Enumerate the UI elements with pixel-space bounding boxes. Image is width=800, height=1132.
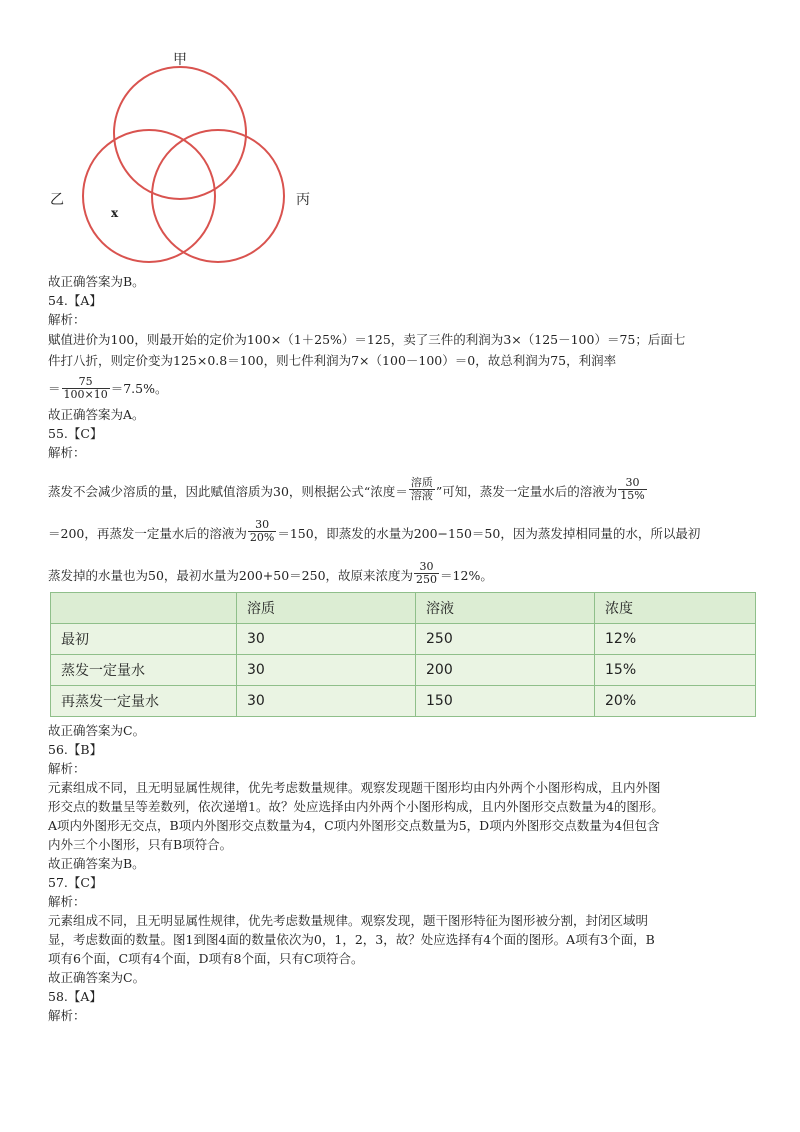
table-cell: 最初 bbox=[51, 624, 237, 655]
q55-text: 蒸发不会减少溶质的量，因此赋值溶质为30，则根据公式“浓度 bbox=[48, 484, 396, 499]
q55-formula: 200+50＝250 bbox=[238, 568, 326, 583]
table-header-cell: 溶液 bbox=[416, 593, 595, 624]
table-cell: 再蒸发一定量水 bbox=[51, 686, 237, 717]
q56-explanation-line: 形交点的数量呈等差数列，依次递增1。故？处应选择由内外两个小图形构成，且内外图形交点数量为4的图形。 bbox=[48, 799, 664, 814]
table-cell: 200 bbox=[416, 655, 595, 686]
q54-fraction-denominator: 100×10 bbox=[63, 387, 108, 401]
table-header-cell: 浓度 bbox=[595, 593, 756, 624]
q55-fraction-numerator: 30 bbox=[625, 476, 640, 489]
q55-heading: 55.【C】 bbox=[48, 426, 103, 441]
q55-text: ，再蒸发一定量水后的溶液为 bbox=[84, 526, 247, 541]
table-cell: 20% bbox=[595, 686, 756, 717]
q54-result: ＝7.5% bbox=[110, 380, 155, 396]
q55-equals: ＝ bbox=[395, 484, 408, 499]
q54-text: ，卖了三件的利润为 bbox=[390, 332, 504, 347]
q56-explanation-line: 元素组成不同，且无明显属性规律，优先考虑数量规律。观察发现题干图形均由内外两个小图形构成，且内外图 bbox=[48, 780, 661, 795]
table-cell: 蒸发一定量水 bbox=[51, 655, 237, 686]
table-cell: 30 bbox=[237, 655, 416, 686]
q55-fraction-denominator: 250 bbox=[416, 573, 438, 586]
q55-analysis-label: 解析： bbox=[48, 445, 86, 460]
q56-heading: 56.【B】 bbox=[48, 742, 103, 757]
q55-answer: 故正确答案为C。 bbox=[48, 723, 146, 738]
venn-label-top: 甲 bbox=[173, 52, 187, 68]
q55-explanation bbox=[48, 462, 760, 588]
q54-text: 件打八折，则定价变为 bbox=[48, 353, 174, 368]
venn-label-right: 丙 bbox=[296, 192, 310, 208]
answer-content bbox=[48, 272, 760, 1025]
q54-formula: 3×（125－100）＝75 bbox=[503, 332, 636, 347]
q54-text: ，则七件利润为 bbox=[263, 353, 352, 368]
q55-fraction-denominator: 15% bbox=[620, 489, 645, 502]
q54-formula: 100×（1＋25%）＝125 bbox=[246, 332, 391, 347]
q54-answer: 故正确答案为A。 bbox=[48, 407, 145, 422]
q56-explanation-line: A项内外图形无交点，B项内外图形交点数量为4，C项内外图形交点数量为5，D项内外图形交点数量为4但包含 bbox=[48, 818, 660, 833]
q54-formula: 125×0.8＝100 bbox=[173, 353, 264, 368]
concentration-table bbox=[50, 592, 756, 717]
q54-formula: 7×（100－100）＝0 bbox=[351, 353, 476, 368]
venn-circle-right bbox=[152, 130, 284, 262]
q55-formula: 200−150＝50 bbox=[413, 526, 501, 541]
q57-answer: 故正确答案为C。 bbox=[48, 970, 146, 985]
venn-circle-left bbox=[83, 130, 215, 262]
q54-text: 赋值进价为100，则最开始的定价为 bbox=[48, 332, 247, 347]
table-header-cell bbox=[51, 593, 237, 624]
q54-fraction bbox=[62, 376, 110, 401]
q55-formula: ＝200 bbox=[48, 526, 85, 541]
q55-formula: ＝150 bbox=[277, 526, 314, 541]
q55-fraction-numerator: 30 bbox=[255, 518, 270, 531]
table-cell: 30 bbox=[237, 686, 416, 717]
q57-explanation-line: 元素组成不同，且无明显属性规律，优先考虑数量规律。观察发现，题干图形特征为图形被分割，封闭区域明 bbox=[48, 913, 649, 928]
q57-analysis-label: 解析： bbox=[48, 894, 86, 909]
q54-equals: ＝ bbox=[48, 380, 61, 396]
q58-analysis-label: 解析： bbox=[48, 1008, 86, 1023]
table-row bbox=[51, 686, 756, 717]
q57-explanation-line: 项有6个面，C项有4个面，D项有8个面，只有C项符合。 bbox=[48, 951, 364, 966]
table-cell: 30 bbox=[237, 624, 416, 655]
q54-heading: 54.【A】 bbox=[48, 293, 102, 308]
q55-text: 蒸发掉的水量也为50，最初水量为 bbox=[48, 568, 239, 583]
q57-heading: 57.【C】 bbox=[48, 875, 103, 890]
table-cell: 250 bbox=[416, 624, 595, 655]
q55-fraction bbox=[248, 519, 276, 544]
q54-text: 。 bbox=[155, 380, 168, 396]
q55-text: ，即蒸发的水量为 bbox=[313, 526, 414, 541]
table-cell: 150 bbox=[416, 686, 595, 717]
table-cell: 12% bbox=[595, 624, 756, 655]
q55-text: ，因为蒸发掉相同量的水，所以最初 bbox=[500, 526, 701, 541]
table-row bbox=[51, 655, 756, 686]
q54-text: ，故总利润为75，利润率 bbox=[475, 353, 617, 368]
q55-text: ，故原来浓度为 bbox=[325, 568, 414, 583]
table-row bbox=[51, 624, 756, 655]
q55-fraction bbox=[618, 477, 646, 502]
table-cell: 15% bbox=[595, 655, 756, 686]
q56-analysis-label: 解析： bbox=[48, 761, 86, 776]
venn-label-left: 乙 bbox=[50, 192, 64, 208]
q54-fraction-numerator: 75 bbox=[78, 374, 93, 388]
q55-fraction-numerator: 30 bbox=[419, 560, 434, 573]
q53-answer: 故正确答案为B。 bbox=[48, 274, 145, 289]
q54-analysis-label: 解析： bbox=[48, 312, 86, 327]
q55-fraction bbox=[414, 561, 439, 586]
q54-text: ；后面七 bbox=[635, 332, 686, 347]
table-header-row bbox=[51, 593, 756, 624]
q55-formula-denominator: 溶液 bbox=[410, 489, 433, 502]
q55-fraction-denominator: 20% bbox=[249, 531, 275, 544]
q58-heading: 58.【A】 bbox=[48, 989, 102, 1004]
venn-diagram bbox=[50, 38, 340, 278]
venn-label-x: x bbox=[111, 206, 119, 220]
table-header-cell: 溶质 bbox=[237, 593, 416, 624]
q55-concentration-formula bbox=[409, 477, 435, 502]
q55-formula: ＝12% bbox=[440, 568, 481, 583]
q54-explanation bbox=[48, 329, 760, 405]
q55-formula-numerator: 溶质 bbox=[410, 476, 433, 489]
q55-text: ”可知，蒸发一定量水后的溶液为 bbox=[435, 484, 618, 499]
q56-answer: 故正确答案为B。 bbox=[48, 856, 145, 871]
q56-explanation-line: 内外三个小图形，只有B项符合。 bbox=[48, 837, 233, 852]
q55-text: 。 bbox=[480, 568, 493, 583]
q57-explanation-line: 显，考虑数面的数量。图1到图4面的数量依次为0，1，2，3，故？处应选择有4个面的图形。A项有3个面，B bbox=[48, 932, 655, 947]
venn-circle-top bbox=[114, 67, 246, 199]
